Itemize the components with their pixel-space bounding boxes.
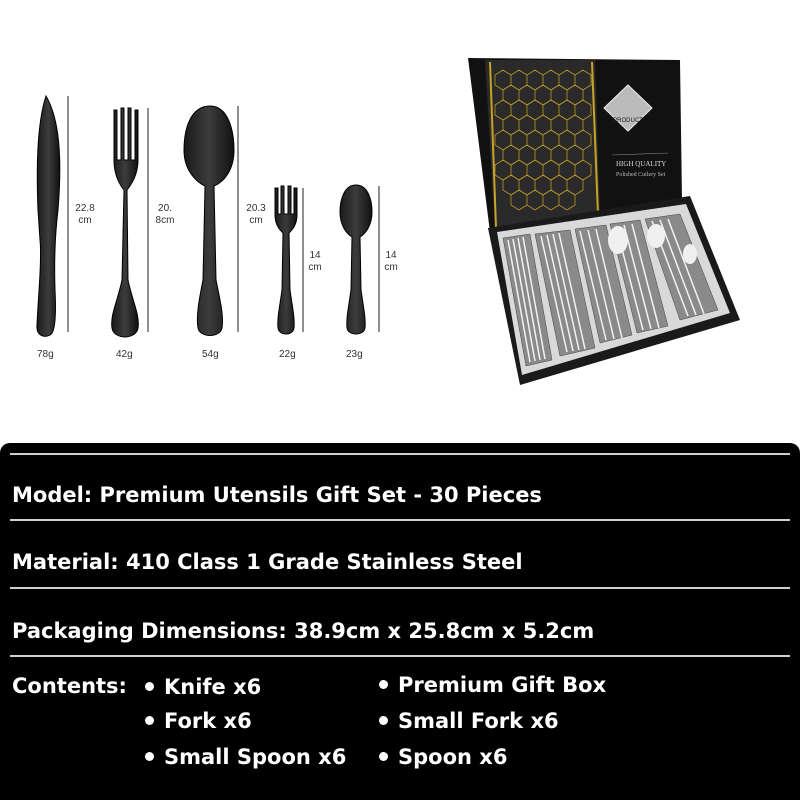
spoon-icon (184, 106, 234, 336)
small-spoon-length-label: 14 cm (384, 250, 398, 273)
fork-icon (112, 108, 139, 337)
contents-item-spoon: Spoon x6 (379, 745, 507, 769)
spoon-weight: 54g (202, 349, 219, 360)
fork-weight: 42g (116, 349, 133, 360)
contents-item-small-fork: Small Fork x6 (379, 709, 559, 733)
divider (10, 655, 790, 657)
divider (10, 453, 790, 455)
fork-length-label: 20. 8cm (155, 203, 175, 226)
divider (10, 519, 790, 521)
contents-label: Contents: (12, 674, 127, 698)
small-spoon-weight: 23g (346, 349, 363, 360)
packaging-spec: Packaging Dimensions: 38.9cm x 25.8cm x 5.2cm (12, 619, 595, 643)
box-subtitle-text: Polished Cutlery Set (616, 172, 666, 178)
small-spoon-icon (340, 185, 372, 334)
svg-text:PRODUCT: PRODUCT (613, 118, 643, 124)
specs-panel (0, 443, 800, 800)
gift-box-illustration (468, 58, 740, 385)
box-quality-text: HIGH QUALITY (616, 160, 667, 168)
contents-item-small-spoon: Small Spoon x6 (145, 745, 346, 769)
knife-icon (37, 96, 60, 336)
small-fork-weight: 22g (279, 349, 296, 360)
contents-item-knife: Knife x6 (145, 675, 261, 699)
model-spec: Model: Premium Utensils Gift Set - 30 Pieces (12, 483, 542, 507)
material-spec: Material: 410 Class 1 Grade Stainless Steel (12, 550, 523, 574)
divider (10, 587, 790, 589)
knife-weight: 78g (37, 349, 54, 360)
small-fork-length-label: 14 cm (308, 250, 322, 273)
small-fork-icon (275, 186, 297, 334)
contents-item-gift-box: Premium Gift Box (379, 673, 606, 697)
contents-item-fork: Fork x6 (145, 709, 252, 733)
knife-length-label: 22.8 cm (75, 203, 95, 226)
spoon-length-label: 20.3 cm (246, 203, 266, 226)
